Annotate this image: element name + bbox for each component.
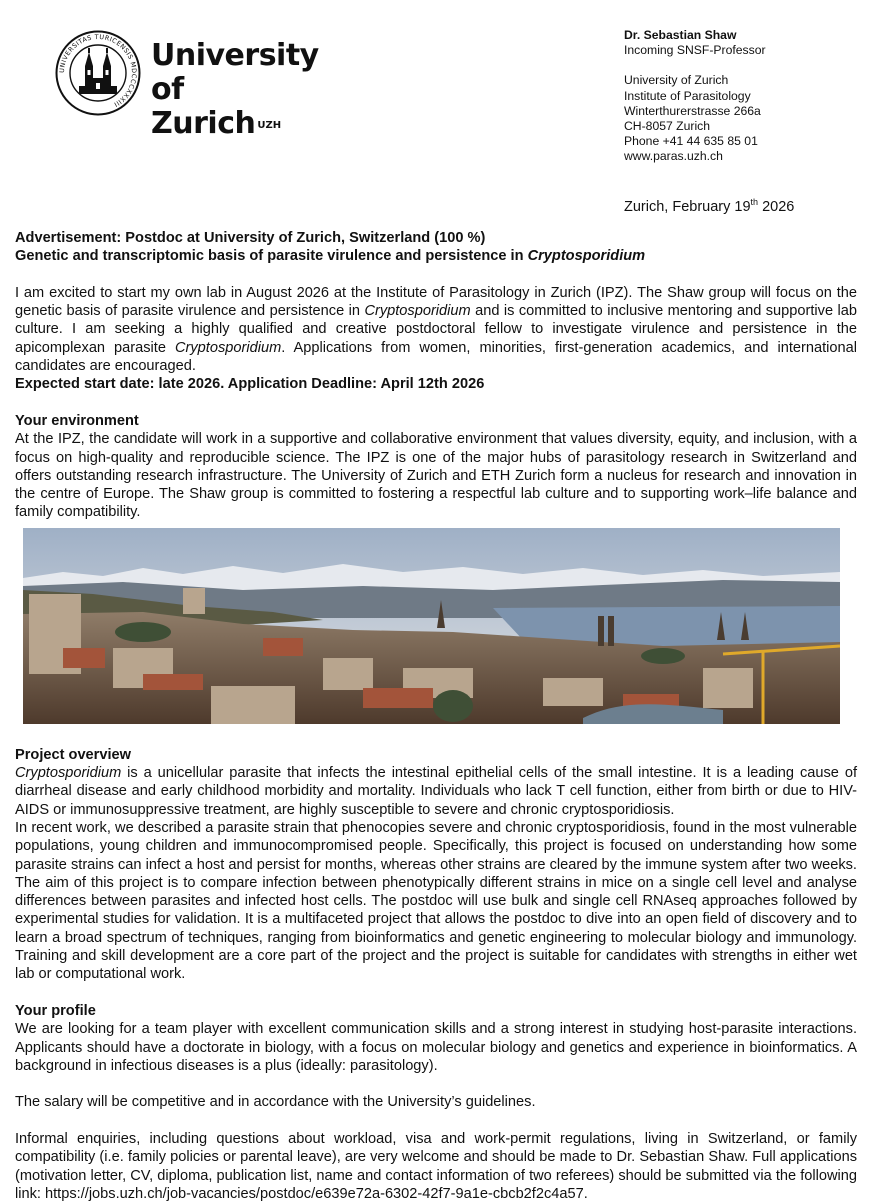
sender-name: Dr. Sebastian Shaw xyxy=(624,28,737,42)
ad-subtitle: Genetic and transcriptomic basis of parasite virulence and persistence in Cryptosporidium xyxy=(15,248,646,265)
project-paragraph-2: In recent work, we described a parasite strain that phenocopies severe and chronic cryptosporidiosis, found in the most vulnerable populations, young children and immunocompromised people. Specifically, this project is focused on understanding how some parasite strains can infect a host and persist for months, whereas other strains are cleared by the immune system after two weeks. The aim of this project is to compare infection between phenotypically different strains in mice on a single cell level and analyse differences between parasites and infected host cells. The postdoc will use bulk and single cell RNAseq approaches followed by experimental studies for validation. It is a multifaceted project that allows the postdoc to dive into an open field of discovery and to learn a broad spectrum of techniques, ranging from bioinformatics and genetic engineering to molecular biology and immunology. Training and skill development are a core part of the project and the project is suitable for candidates with strengths in either wet lab or computational work. xyxy=(15,819,857,983)
seal-text: UNIVERSITAS TURICENSIS MDCCCXXXIII xyxy=(57,32,139,109)
profile-paragraph: We are looking for a team player with excellent communication skills and a strong interest in studying host-parasite interactions. Applicants should have a doctorate in biology, with a focus on molecular biology and genetics and experience in bioinformatics. A background in infectious diseases is a plus (ideally: parasitology). xyxy=(15,1021,857,1074)
application-link[interactable]: https://jobs.uzh.ch/job-vacancies/postdoc/e639e72a-6302-42f7-9a1e-cbcb2f2c4a57 xyxy=(45,1185,584,1202)
university-seal-icon xyxy=(55,30,141,116)
section-heading-environment: Your environment xyxy=(15,412,139,429)
project-paragraph-1: Cryptosporidium is a unicellular parasite that infects the intestinal epithelial cells of the small intestine. It is a leading cause of diarrheal disease and early childhood morbidity and mortality. Individuals who lack T cell function, either from birth or due to HIV-AIDS or immunosuppressive treatment, are highly susceptible to severe and chronic cryptosporidiosis. xyxy=(15,765,857,818)
ad-title: Advertisement: Postdoc at University of Zurich, Switzerland (100 %) xyxy=(15,230,486,246)
salary-paragraph: The salary will be competitive and in accordance with the University’s guidelines. xyxy=(15,1094,536,1111)
university-name: University of Zurich $^{UZH}$ xyxy=(151,38,319,141)
address-line: CH-8057 Zurich xyxy=(624,119,711,134)
zurich-panorama-photo xyxy=(23,528,840,724)
section-heading-project: Project overview xyxy=(15,746,131,763)
enquiries-paragraph: Informal enquiries, including questions about workload, visa and work-permit regulations, living in Switzerland, or family compatibility (i.e. family policies or parental leave), are very welcome and should be made to Dr. Sebastian Shaw. Full applications (motivation letter, CV, diploma, publication list, name and contact information of two referees) should be submitted via the following link: https://jobs.uzh.ch/job-vacancies/postdoc/e639e72a-6302-42f7-9a1e-cbcb2f2c4a57. xyxy=(15,1130,857,1202)
section-heading-profile: Your profile xyxy=(15,1002,96,1019)
deadline-line: Expected start date: late 2026. Application Deadline: April 12th 2026 xyxy=(15,376,485,393)
sender-role: Incoming SNSF-Professor xyxy=(624,43,766,58)
letter-date: Zurich, February 19th 2026 xyxy=(624,197,795,215)
address-line: University of Zurich xyxy=(624,73,729,88)
address-line: Winterthurerstrasse 266a xyxy=(624,103,761,118)
university-logo xyxy=(55,30,335,141)
intro-paragraph: I am excited to start my own lab in August 2026 at the Institute of Parasitology in Zurich (IPZ). The Shaw group will focus on the genetic basis of parasite virulence and persistence in Cryptosporidium and is committed to inclusive mentoring and supportive lab culture. I am seeking a highly qualified and creative postdoctoral fellow to investigate virulence and persistence in the apicomplexan parasite Cryptosporidium. Applications from women, minorities, first-generation academics, and international candidates are encouraged. xyxy=(15,284,858,375)
phone-line: Phone +41 44 635 85 01 xyxy=(624,134,758,149)
address-line: Institute of Parasitology xyxy=(624,88,751,103)
document-body xyxy=(15,229,857,1203)
environment-paragraph: At the IPZ, the candidate will work in a supportive and collaborative environment that values diversity, equity, and inclusion, with a focus on high-quality and reproducible science. The IPZ is one of the major hubs of parasitology research in Switzerland and offers outstanding research infrastructure. The University of Zurich and ETH Zurich form a nucleus for research and innovation in the centre of Europe. The Shaw group is committed to fostering a respectful lab culture and to supporting work–life balance and family compatibility. xyxy=(15,431,857,521)
website-line: www.paras.uzh.ch xyxy=(624,149,723,164)
sender-block xyxy=(624,28,766,165)
